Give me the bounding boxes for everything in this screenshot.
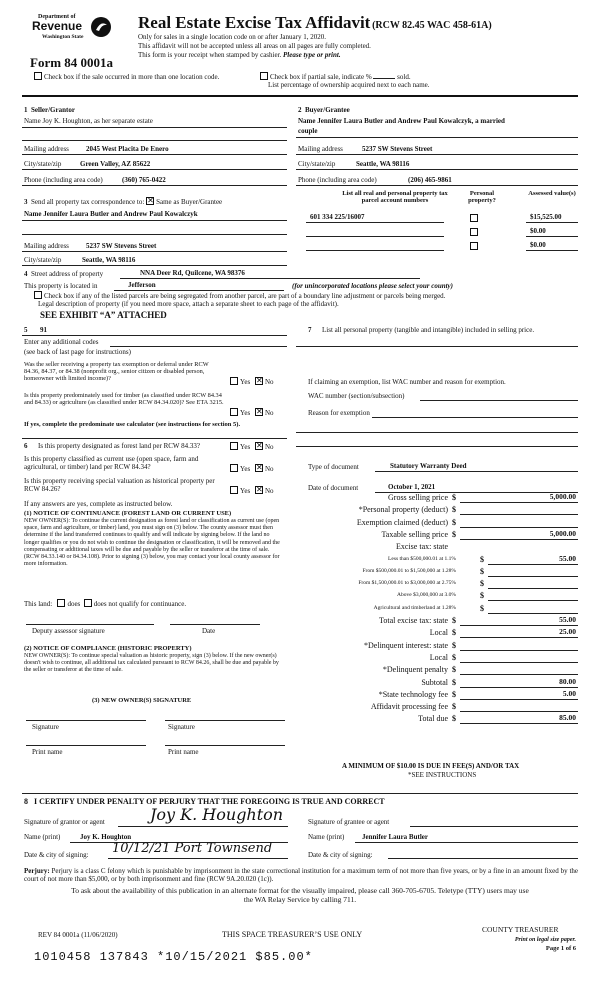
sig-grantor-line — [118, 826, 288, 827]
tax-row — [300, 518, 578, 529]
yes-label: Yes — [240, 465, 251, 473]
doc-date[interactable]: October 1, 2021 — [388, 483, 436, 491]
seller-num: 1 — [24, 106, 28, 114]
street-address-label: Street address of property — [31, 270, 104, 278]
exemption-claim-text: If claiming an exemption, list WAC number and reason for exemption. — [308, 378, 506, 386]
tax-row-value[interactable]: 55.00 — [559, 553, 576, 563]
section4-num: 4 — [24, 270, 28, 278]
dollar-sign: $ — [452, 652, 456, 662]
exhibit-a[interactable]: SEE EXHIBIT “A” ATTACHED — [40, 310, 167, 320]
seller-mailing-label: Mailing address — [24, 145, 69, 153]
parcel-line-3 — [306, 250, 444, 251]
doc-type-label: Type of document — [308, 463, 359, 471]
tax-row-line — [460, 502, 578, 503]
sub-line-2: This affidavit will not be accepted unless all areas on all pages are fully completed. — [138, 42, 371, 50]
does-checkbox[interactable] — [57, 599, 65, 607]
header-divider — [22, 95, 578, 97]
notice2-text: NEW OWNER(S): To continue special valuation as historic property, sign (3) below. If the new owner(s) doesn't wish to continue, all additional tax calculated pursuant to RCW 84.26, shall be due and payable by the seller or transferor at the time of sale. — [24, 653, 279, 674]
parcel-number[interactable]: 601 334 225/16007 — [310, 213, 365, 221]
sub-line-3-italic: Please type or print. — [283, 51, 341, 59]
current-use-yes-checkbox[interactable] — [230, 464, 238, 472]
partial-sale-checkbox[interactable] — [260, 72, 268, 80]
dor-logo-icon — [90, 16, 112, 38]
dollar-sign: $ — [452, 665, 456, 675]
tax-row — [300, 628, 578, 639]
buyer-phone[interactable]: (206) 465-9861 — [408, 176, 452, 184]
notice2-title: (2) NOTICE OF COMPLIANCE (HISTORIC PROPERTY) — [24, 645, 192, 652]
tax-row-label: Affidavit processing fee — [370, 702, 448, 712]
perjury-text — [24, 867, 578, 883]
see-back-label: (see back of last page for instructions) — [24, 348, 131, 356]
dollar-sign: $ — [452, 517, 456, 527]
buyer-mailing-label: Mailing address — [298, 145, 343, 153]
seller-name-line2 — [22, 140, 287, 141]
street-address-line — [120, 278, 420, 279]
personal-property-checkbox[interactable] — [470, 214, 478, 222]
grantor-print-label: Name (print) — [24, 833, 61, 841]
section3-num: 3 — [24, 198, 28, 206]
tax-row — [300, 604, 578, 615]
dollar-sign: $ — [452, 628, 456, 638]
sig-grantor-label: Signature of grantor or agent — [24, 818, 105, 826]
tax-row-label: Gross selling price — [388, 493, 448, 502]
perjury-label: Perjury: — [24, 867, 50, 875]
current-use-yesno — [230, 464, 274, 473]
tax-row-value[interactable]: 55.00 — [559, 615, 576, 624]
seller-heading — [24, 106, 75, 114]
tax-row-label: Agricultural and timberland at 1.28% — [373, 604, 456, 611]
grantor-signature[interactable]: Joy K. Houghton — [150, 805, 284, 824]
tax-row-label: From $500,000.01 to $1,500,000 at 1.28% — [362, 567, 456, 574]
tax-row-label: Total due — [418, 714, 448, 724]
historic-question: Is this property receiving special valuation as historical property per RCW 84.26? — [24, 477, 215, 494]
tax-row-label: Excise tax: state — [396, 542, 448, 552]
dollar-sign: $ — [452, 640, 456, 650]
historic-yes-checkbox[interactable] — [230, 486, 238, 494]
form-title — [138, 13, 492, 33]
buyer-city[interactable]: Seattle, WA 98116 — [356, 160, 410, 168]
tax-row — [300, 665, 578, 676]
section3-mailing-line — [22, 251, 287, 252]
historic-no-checkbox[interactable] — [255, 486, 263, 494]
title-text: Real Estate Excise Tax Affidavit — [138, 13, 371, 32]
section3-mailing[interactable]: 5237 SW Stevens Street — [86, 242, 157, 250]
dollar-sign: $ — [480, 566, 484, 576]
reason-line-2 — [296, 432, 578, 433]
dollar-sign: $ — [452, 529, 456, 539]
seller-city-label: City/state/zip — [24, 160, 62, 168]
partial-sale-label: Check box if partial sale, indicate % — [270, 73, 372, 81]
seller-mailing[interactable]: 2045 West Placita De Enero — [86, 145, 169, 153]
historic-yesno — [230, 486, 274, 495]
timber-yes-checkbox[interactable] — [230, 408, 238, 416]
doc-type-line — [375, 471, 578, 472]
current-use-no-checkbox[interactable] — [255, 464, 263, 472]
dollar-sign: $ — [452, 505, 456, 515]
tax-row-line — [460, 699, 578, 700]
dept-line2: Revenue — [32, 19, 83, 33]
yes-label: Yes — [240, 443, 251, 451]
tax-row — [300, 530, 578, 541]
title-ref: (RCW 82.45 WAC 458-61A) — [372, 20, 492, 31]
section5-num: 5 — [24, 326, 28, 334]
tax-row-label: Local — [429, 652, 448, 662]
tax-row-line — [488, 564, 578, 565]
section5-bottom-line — [22, 438, 287, 439]
if-any-yes: If any answers are yes, complete as instructed below. — [24, 500, 173, 508]
assessed-value[interactable]: $0.00 — [530, 241, 546, 249]
tax-row-value[interactable]: 5,000.00 — [549, 528, 576, 538]
buyer-name-line — [296, 137, 578, 138]
tax-row — [300, 714, 578, 725]
perjury-body: Perjury is a class C felony which is punishable by imprisonment in the state correctional institution for a maximum term of not more than five years, or by a fine in an amount fixed by the court of not more than $5,000, or by both imprisonment and fine (RCW 9A.20.020 (1c)). — [24, 867, 578, 884]
tax-row-label: Total excise tax: state — [379, 616, 448, 625]
buyer-heading — [298, 106, 350, 114]
seller-mailing-line — [22, 154, 287, 155]
segregated-checkbox[interactable] — [34, 291, 42, 299]
tax-row-label: *Delinquent interest: state — [364, 640, 448, 650]
grantor-date-label: Date & city of signing: — [24, 851, 89, 859]
treasurer-use-only: THIS SPACE TREASURER’S USE ONLY — [222, 930, 363, 939]
unincorporated-note: (for unincorporated locations please select your county) — [292, 282, 453, 290]
owner-print-line-1 — [26, 745, 146, 746]
seller-phone[interactable]: (360) 765-0422 — [122, 176, 166, 184]
legal-paper-note: Print on legal size paper. — [514, 937, 576, 943]
county-value[interactable]: Jefferson — [128, 281, 156, 289]
forest-yes-checkbox[interactable] — [230, 442, 238, 450]
buyer-city-line — [296, 169, 578, 170]
tax-row-line — [460, 723, 578, 724]
section3-city-label: City/state/zip — [24, 256, 62, 264]
yes-label: Yes — [240, 409, 251, 417]
tax-row-label: *State technology fee — [378, 689, 448, 699]
tax-row — [300, 579, 578, 590]
no-label: No — [264, 487, 274, 495]
same-as-buyer-checkbox[interactable] — [146, 197, 154, 205]
ownership-note: List percentage of ownership acquired next to each name. — [268, 81, 430, 89]
section4-row — [24, 270, 103, 278]
section3-name-line — [22, 220, 287, 221]
located-in-label: This property is located in — [24, 282, 98, 290]
section7-line — [296, 346, 578, 347]
tax-row — [300, 702, 578, 713]
tax-row-label: Taxable selling price — [381, 529, 448, 539]
tax-row-value[interactable]: 5.00 — [562, 688, 576, 698]
buyer-name-2[interactable]: couple — [298, 127, 318, 135]
section7-num: 7 — [308, 326, 312, 334]
timber-yesno — [230, 408, 274, 417]
tax-row-value[interactable]: 25.00 — [559, 627, 576, 637]
buyer-name-1[interactable]: Name Jennifer Laura Butler and Andrew Paul Kowalczyk, a married — [298, 117, 505, 125]
forest-question: Is this property designated as forest land per RCW 84.33? — [38, 442, 201, 450]
section6-num: 6 — [24, 442, 28, 450]
deputy-sig-label: Deputy assessor signature — [32, 627, 105, 635]
grantor-print-name[interactable]: Joy K. Houghton — [80, 833, 132, 841]
multi-location-checkbox[interactable] — [34, 72, 42, 80]
buyer-heading-text: Buyer/Grantee — [305, 106, 350, 114]
this-land-label: This land: — [24, 600, 53, 608]
buyer-mailing-line — [296, 154, 578, 155]
grantee-date-label: Date & city of signing: — [308, 851, 373, 859]
personal-property-checkbox[interactable] — [470, 242, 478, 250]
tax-row-line — [460, 637, 578, 638]
seller-phone-label: Phone (including area code) — [24, 176, 103, 184]
tax-row-line — [460, 711, 578, 712]
minimum-note: A MINIMUM OF $10.00 IS DUE IN FEE(S) AND/OR TAX — [342, 762, 520, 770]
deputy-date-label: Date — [202, 627, 216, 635]
sub-line-3 — [138, 51, 341, 59]
dollar-sign: $ — [452, 493, 456, 502]
buyer-phone-label: Phone (including area code) — [298, 176, 377, 184]
parcel-row — [310, 213, 580, 225]
dollar-sign: $ — [480, 591, 484, 601]
dept-line3: Washington State — [42, 34, 84, 40]
deputy-date-line — [170, 624, 260, 625]
tax-row-line — [460, 650, 578, 651]
tax-row-line — [460, 527, 578, 528]
section3-text: Send all property tax correspondence to: — [31, 198, 145, 206]
dollar-sign: $ — [452, 677, 456, 687]
this-land-row — [24, 599, 186, 608]
tax-row-label: Subtotal — [421, 677, 448, 687]
doc-date-label: Date of document — [308, 484, 359, 492]
tax-row-line — [460, 674, 578, 675]
additional-codes-label: Enter any additional codes — [24, 338, 99, 346]
grantor-date-line — [108, 858, 288, 859]
seller-phone-line — [22, 185, 287, 186]
parcel-col1: List all real and personal property tax parcel account numbers — [342, 190, 448, 205]
owner-sig-label-2: Signature — [168, 723, 195, 731]
wac-label: WAC number (section/subsection) — [308, 392, 405, 400]
forest-yesno — [230, 442, 274, 451]
reason-line — [372, 417, 578, 418]
location-code-line — [22, 335, 287, 336]
value-line-1 — [526, 222, 578, 223]
assessed-value[interactable]: $0.00 — [530, 227, 546, 235]
tax-row — [300, 690, 578, 701]
tax-row-label: Above $3,000,000 at 3.0% — [397, 592, 456, 599]
tax-row — [300, 591, 578, 602]
tax-row — [300, 567, 578, 578]
section3-name[interactable]: Name Jennifer Laura Butler and Andrew Paul Kowalczyk — [24, 210, 198, 218]
value-line-2 — [526, 236, 578, 237]
treasurer-stamp: 1010458 137843 *10/15/2021 $85.00* — [34, 950, 313, 964]
tax-row-label: *Delinquent penalty — [382, 665, 448, 675]
owner-sig-label-1: Signature — [32, 723, 59, 731]
current-use-question: Is this property classified as current use (open space, farm and agricultural, or timber) land per RCW 84.34? — [24, 455, 199, 472]
certify-text: I CERTIFY UNDER PENALTY OF PERJURY THAT THE FOREGOING IS TRUE AND CORRECT — [34, 797, 385, 806]
section3-mailing-label: Mailing address — [24, 242, 69, 250]
buyer-phone-line — [296, 185, 578, 186]
county-treasurer: COUNTY TREASURER — [482, 925, 559, 934]
sub-line-1: Only for sales in a single location code on or after January 1, 2020. — [138, 33, 326, 41]
alt-format-text: To ask about the availability of this publication in an alternate format for the visually impaired, please call 360-705-6705. Teletype (TTY) users may use the WA Relay Service by calling 711. — [71, 886, 529, 904]
tax-row-line — [488, 613, 578, 614]
section8-top-line — [22, 793, 578, 794]
does-not-label: does not qualify for continuance. — [93, 600, 187, 608]
tax-row — [300, 616, 578, 627]
exemption-no-checkbox[interactable] — [255, 377, 263, 385]
tax-row-label: From $1,500,000.01 to $3,000,000 at 2.75% — [358, 580, 456, 587]
tax-row-line — [460, 625, 578, 626]
grantee-print-line — [355, 842, 578, 843]
owner-sig-line-2 — [165, 720, 285, 721]
dept-line1: Department of — [38, 14, 76, 20]
seller-name[interactable]: Name Joy K. Houghton, as her separate estate — [24, 117, 153, 125]
seller-name-line — [22, 127, 287, 128]
ifyes-note: If yes, complete the predominate use calculator (see instructions for section 5). — [24, 421, 241, 428]
no-label: No — [264, 378, 274, 386]
seller-heading-text: Seller/Grantor — [31, 106, 75, 114]
tax-row-line — [488, 588, 578, 589]
grantee-print-label: Name (print) — [308, 833, 345, 841]
seller-city[interactable]: Green Valley, AZ 85622 — [80, 160, 151, 168]
section8-num: 8 — [24, 797, 28, 806]
sig-grantee-line — [410, 826, 578, 827]
section7-text: List all personal property (tangible and intangible) included in selling price. — [322, 326, 535, 334]
same-as-label: Same as Buyer/Grantee — [156, 198, 223, 206]
legal-description-label: Legal description of property (if you need more space, attach a separate sheet to each page of the affidavit). — [38, 300, 339, 308]
segregated-row — [34, 291, 574, 300]
multi-location-label: Check box if the sale occurred in more than one location code. — [44, 73, 220, 81]
tax-row — [300, 678, 578, 689]
notice3-title: (3) NEW OWNER(S) SIGNATURE — [92, 697, 192, 704]
parcel-line-1 — [306, 222, 444, 223]
section3-city[interactable]: Seattle, WA 98116 — [82, 256, 136, 264]
owner-print-label-2: Print name — [168, 748, 199, 756]
buyer-num: 2 — [298, 106, 302, 114]
dollar-sign: $ — [480, 603, 484, 613]
exemption-yes-checkbox[interactable] — [230, 377, 238, 385]
parcel-line-2 — [306, 236, 444, 237]
notice1-text: NEW OWNER(S): To continue the current designation as forest land or classification as current use (open space, farm and agriculture, or timber) land, you must sign on (3) below. The county assessor must then determine if the land transferred continues to qualify and will indicate by signing below. If the land no longer qualifies or you do not wish to continue the designation or classification, it will be removed and the compensating or additional taxes will be due and payable by the seller or transferor at the time of sale. (RCW 84.33.140 or 84.34.108). Prior to signing (3) below, you may contact your local county assessor for more information. — [24, 518, 280, 568]
tax-row — [300, 653, 578, 664]
personal-property-checkbox[interactable] — [470, 228, 478, 236]
rev-number: REV 84 0001a (11/06/2020) — [38, 931, 118, 939]
multi-location-row — [34, 72, 219, 81]
dollar-sign: $ — [452, 702, 456, 712]
timber-question: Is this property predominately used for timber (as classified under RCW 84.34 and 84.33) or agriculture (as classified under RCW 84.34.020)? See ETA 3215. — [24, 392, 224, 407]
reason-label: Reason for exemption — [308, 409, 370, 417]
grantee-date-line — [388, 858, 578, 859]
doc-type[interactable]: Statutory Warranty Deed — [390, 462, 467, 470]
segregated-label: Check box if any of the listed parcels are being segregated from another parcel, are part of a boundary line adjustment or parcels being merged. — [44, 292, 446, 300]
tax-row-line — [460, 662, 578, 663]
sub-line-3-text: This form is your receipt when stamped by cashier. — [138, 51, 282, 59]
dollar-sign: $ — [452, 689, 456, 699]
yes-label: Yes — [240, 378, 251, 386]
owner-sig-line-1 — [26, 720, 146, 721]
exemption-question: Was the seller receiving a property tax exemption or deferral under RCW 84.36, 84.37, or 84.38 (nonprofit org., senior citizen or disabled person, homeowner with limited income)? — [24, 361, 209, 383]
partial-sale-row — [260, 72, 411, 81]
owner-print-line-2 — [165, 745, 285, 746]
dollar-sign: $ — [452, 714, 456, 724]
does-label: does — [67, 600, 81, 608]
tax-row-label: Local — [429, 628, 448, 638]
parcel-col2: Personal property? — [468, 190, 496, 205]
location-code[interactable]: 91 — [40, 326, 47, 334]
buyer-mailing[interactable]: 5237 SW Stevens Street — [362, 145, 433, 153]
tax-row-line — [460, 539, 578, 540]
tax-row — [300, 542, 578, 553]
no-label: No — [264, 465, 274, 473]
tax-row — [300, 555, 578, 566]
tax-row — [300, 493, 578, 504]
sig-grantee-label: Signature of grantee or agent — [308, 818, 390, 826]
partial-percent-field[interactable] — [373, 78, 395, 79]
additional-codes-line — [110, 346, 287, 347]
street-address[interactable]: NNA Deer Rd, Quilcene, WA 98376 — [140, 269, 245, 277]
buyer-city-label: City/state/zip — [298, 160, 336, 168]
dollar-sign: $ — [480, 554, 484, 564]
tax-row-line — [460, 687, 578, 688]
tax-row-value[interactable]: 80.00 — [559, 676, 576, 686]
grantor-date-city[interactable]: 10/12/21 Port Townsend — [112, 841, 273, 856]
section3-heading — [24, 197, 222, 206]
reason-line-3 — [296, 446, 578, 447]
parcel-col3: Assessed value(s) — [528, 190, 576, 197]
value-line-3 — [526, 250, 578, 251]
tax-row-line — [460, 514, 578, 515]
tax-row — [300, 505, 578, 516]
tax-row-line — [488, 576, 578, 577]
does-not-checkbox[interactable] — [84, 599, 92, 607]
notice1-title: (1) NOTICE OF CONTINUANCE (FOREST LAND OR CURRENT USE) — [24, 510, 232, 517]
section3-city-line — [22, 265, 287, 266]
dollar-sign: $ — [452, 616, 456, 625]
yes-label: Yes — [240, 487, 251, 495]
parcel-row — [310, 227, 580, 239]
tax-row-label: Less than $500,000.01 at 1.1% — [388, 555, 456, 562]
owner-print-label-1: Print name — [32, 748, 63, 756]
assessed-value[interactable]: $15,525.00 — [530, 213, 562, 221]
grantee-print-name[interactable]: Jennifer Laura Butler — [362, 833, 428, 841]
partial-sold-label: sold. — [397, 73, 411, 81]
tax-row-line — [488, 600, 578, 601]
dor-logo — [30, 14, 110, 50]
tax-row-value[interactable]: 5,000.00 — [549, 492, 576, 501]
tax-row — [300, 641, 578, 652]
timber-no-checkbox[interactable] — [255, 408, 263, 416]
wac-line — [420, 400, 578, 401]
tax-row-label: *Personal property (deduct) — [358, 505, 448, 515]
tax-row-value[interactable]: 85.00 — [559, 713, 576, 723]
parcel-row — [310, 241, 580, 253]
no-label: No — [264, 409, 274, 417]
page-number: Page 1 of 6 — [545, 945, 576, 952]
see-instructions: *SEE INSTRUCTIONS — [408, 771, 477, 779]
dollar-sign: $ — [480, 579, 484, 589]
exemption-yesno — [230, 377, 274, 386]
deputy-sig-line — [26, 624, 154, 625]
form-number: Form 84 0001a — [30, 55, 114, 70]
tax-row-label: Exemption claimed (deduct) — [356, 517, 448, 527]
seller-city-line — [22, 169, 287, 170]
forest-no-checkbox[interactable] — [255, 442, 263, 450]
no-label: No — [264, 443, 274, 451]
section3-name-line2 — [22, 234, 287, 235]
